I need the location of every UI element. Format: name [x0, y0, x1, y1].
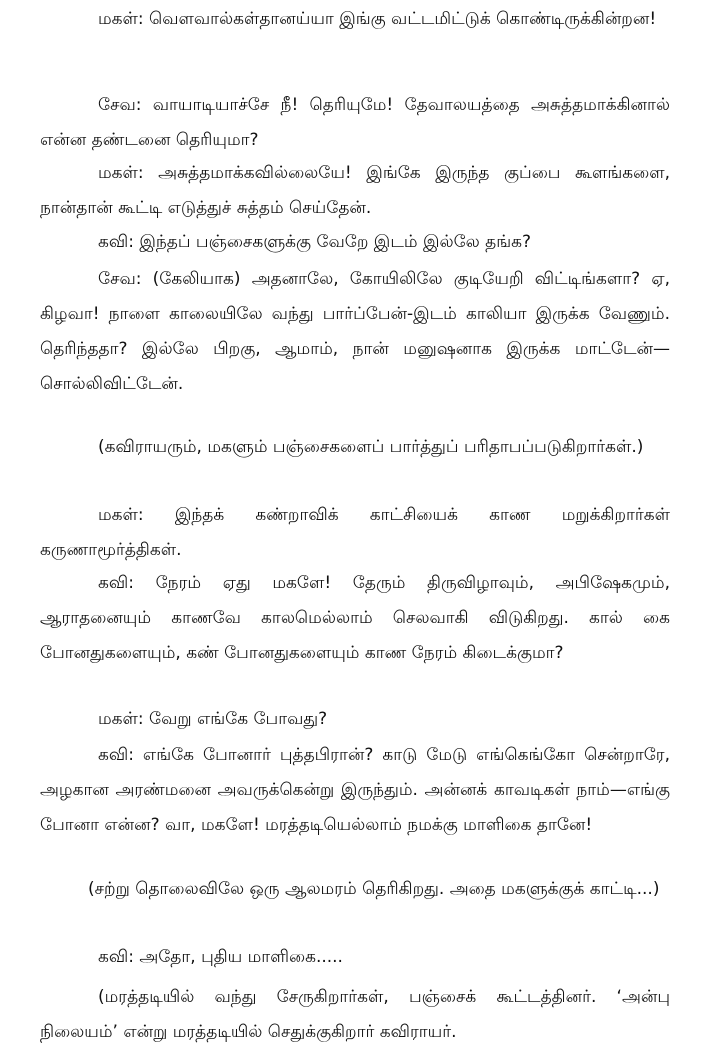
dialogue-poet-no-place: கவி: இந்தப் பஞ்சைகளுக்கு வேறே இடம் இல்லே தங்க? — [98, 232, 532, 252]
stage-direction-arrive: (மரத்தடியில் வந்து சேருகிறார்கள், பஞ்சைக் கூட்டத்தினர். ‘அன்பு நிலையம்’ என்று மரத்தடியில் செதுக்குகிறார் கவிராயர். — [40, 987, 670, 1042]
dialogue-sevaka-punishment: சேவ: வாயாடியாச்சே நீ! தெரியுமே! தேவாலயத்தை அசுத்தமாக்கினால் என்ன தண்டனை தெரியுமா? — [40, 95, 670, 150]
dialogue-daughter-bats: மகள்: வெளவால்கள்தானய்யா இங்கு வட்டமிட்டுக் கொண்டிருக்கின்றன! — [98, 9, 657, 29]
dialogue-poet-palace: கவி: அதோ, புதிய மாளிகை..... — [98, 947, 343, 967]
stage-direction-banyan: (சற்று தொலைவிலே ஒரு ஆலமரம் தெரிகிறது. அதை மகளுக்குக் காட்டி...) — [88, 879, 660, 899]
dialogue-daughter-where: மகள்: வேறு எங்கே போவது? — [98, 709, 328, 729]
dialogue-daughter-refuse: மகள்: இந்தக் கண்றாவிக் காட்சியைக் காண மறுக்கிறார்கள் கருணாமூர்த்திகள். — [40, 505, 670, 560]
dialogue-poet-buddha: கவி: எங்கே போனார் புத்தபிரான்? காடு மேடு எங்கெங்கோ சென்றாரே, அழகான அரண்மனை அவருக்கென்று இருந்தும். அன்னக் காவடிகள் நாம்—எங்கு போனா என்ன? வா, மகளே! மரத்தடியெல்லாம் நமக்கு மாளிகை தானே! — [40, 745, 670, 835]
stage-direction-pity: (கவிராயரும், மகளும் பஞ்சைகளைப் பார்த்துப் பரிதாபப்படுகிறார்கள்.) — [98, 437, 644, 457]
dialogue-poet-festival: கவி: நேரம் ஏது மகளே! தேரும் திருவிழாவும், அபிஷேகமும், ஆராதனையும் காணவே காலமெல்லாம் செலவாகி விடுகிறது. கால் கை போனதுகளையும், கண் போனதுகளையும் காண நேரம் கிடைக்குமா? — [40, 573, 670, 663]
dialogue-daughter-cleaned: மகள்: அசுத்தமாக்கவில்லையே! இங்கே இருந்த குப்பை கூளங்களை, நான்தான் கூட்டி எடுத்துச் சுத்தம் செய்தேன். — [40, 163, 670, 218]
dialogue-sevaka-warning: சேவ: (கேலியாக) அதனாலே, கோயிலிலே குடியேறி விட்டிங்களா? ஏ, கிழவா! நாளை காலையிலே வந்து பார்ப்பேன்-இடம் காலியா இருக்க வேணும். தெரிந்ததா? இல்லே பிறகு, ஆமாம், நான் மனுஷனாக இருக்க மாட்டேன்—சொல்லிவிட்டேன். — [40, 269, 670, 394]
